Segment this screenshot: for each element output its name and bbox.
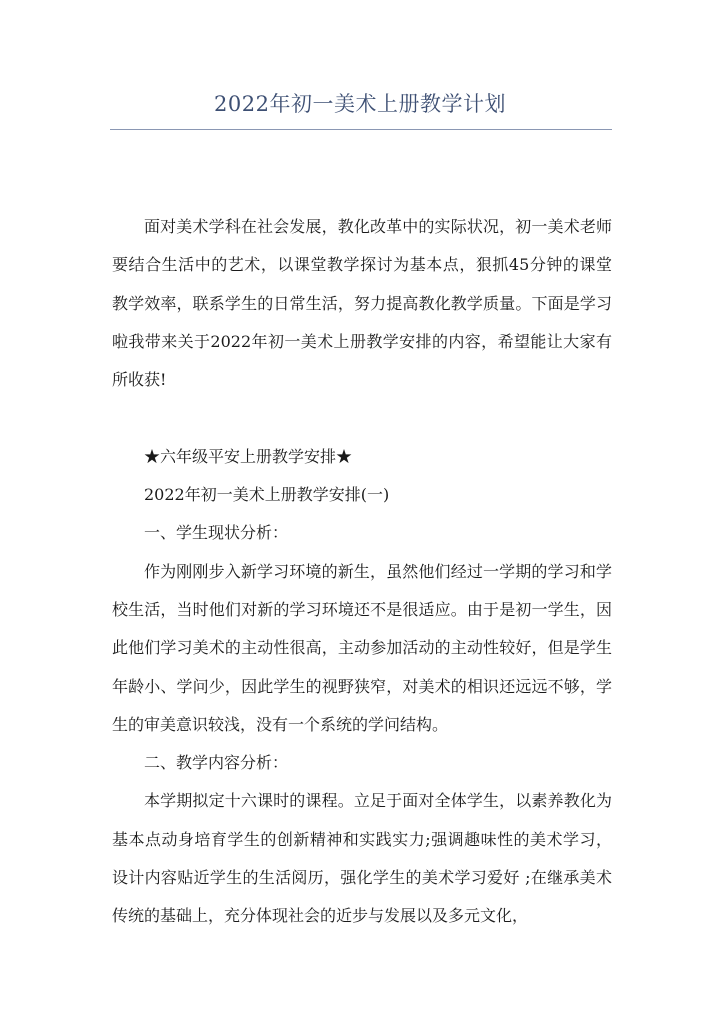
part2-paragraph: 本学期拟定十六课时的课程。立足于面对全体学生，以素养教化为基本点动身培育学生的创新精神和实践实力;强调趣味性的美术学习，设计内容贴近学生的生活阅历，强化学生的美术学习爱好 ;在继承美术 传统的基础上，充分体现社会的近步与发展以及多元文化， [112, 791, 612, 926]
intro-paragraph: 面对美术学科在社会发展，教化改革中的实际状况，初一美术老师要结合生活中的艺术，以课堂教学探讨为基本点，狠抓45分钟的课堂教学效率，联系学生的日常生活，努力提高教化教学质量。下面是学习啦我带来关于2022年初一美术上册教学安排的内容，希望能让大家有所收获! [112, 217, 612, 390]
part1-paragraph: 作为刚刚步入新学习环境的新生，虽然他们经过一学期的学习和学校生活，当时他们对新的学习环境还不是很适应。由于是初一学生，因此他们学习美术的主动性很高，主动参加活动的主动性较好，但是学生年龄小、学问少，因此学生的视野狭窄，对美术的相识还远远不够，学生的审美意识较浅，没有一个系统的学问结构。 [112, 561, 612, 734]
paragraph-spacer [112, 399, 612, 437]
part2-heading: 二、教学内容分析： [144, 753, 289, 773]
section-heading: ★六年级平安上册教学安排★ [144, 446, 353, 466]
subheading: 2022年初一美术上册教学安排(一) [144, 485, 390, 505]
title-divider [110, 129, 612, 130]
part1-heading: 一、学生现状分析： [144, 523, 289, 543]
document-title: 2022年初一美术上册教学计划 [214, 92, 506, 116]
document-body [112, 208, 612, 936]
